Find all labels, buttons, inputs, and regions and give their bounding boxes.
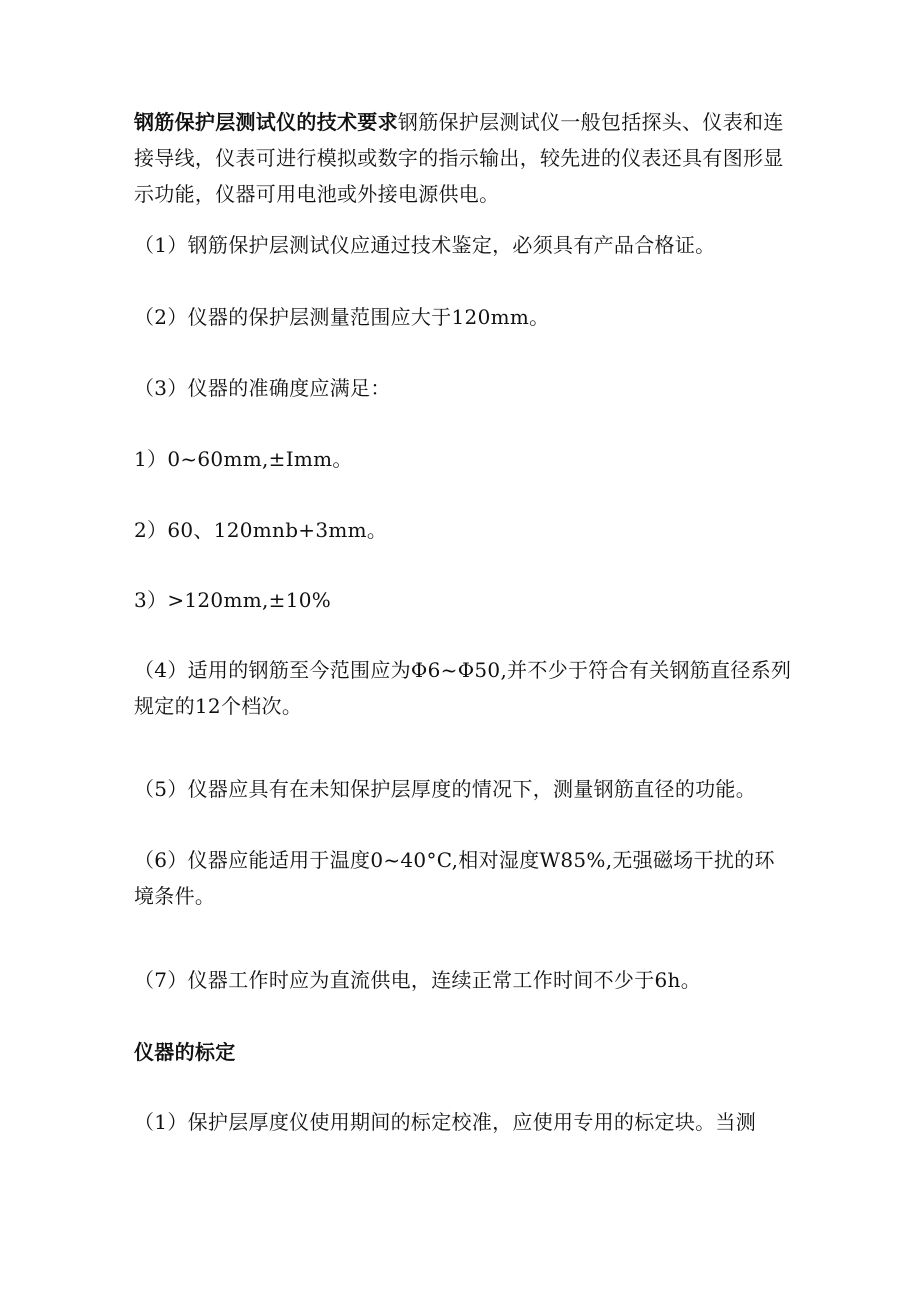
accuracy-subitem-3: 3）>120mm,±10% (134, 588, 332, 612)
requirement-item-1: （1）钢筋保护层测试仪应通过技术鉴定，必须具有产品合格证。 (134, 233, 716, 257)
intro-text: 钢筋保护层测试仪一般包括探头、仪表和连接导线，仪表可进行模拟或数字的指示输出，较先进的仪表还具有图形显示功能，仪器可用电池或外接电源供电。 (134, 110, 784, 206)
requirement-item-5: （5）仪器应具有在未知保护层厚度的情况下，测量钢筋直径的功能。 (134, 777, 757, 801)
requirement-item-3: （3）仪器的准确度应满足： (134, 376, 391, 400)
section-heading-requirements: 钢筋保护层测试仪的技术要求 (134, 110, 398, 134)
requirement-item-6: （6）仪器应能适用于温度0~40°C,相对湿度W85%,无强磁场干扰的环境条件。 (134, 848, 775, 908)
intro-paragraph (134, 104, 794, 212)
requirement-item-7: （7）仪器工作时应为直流供电，连续正常工作时间不少于6h。 (134, 968, 702, 992)
requirement-item-2: （2）仪器的保护层测量范围应大于120mm。 (134, 305, 550, 329)
section-heading-calibration: 仪器的标定 (134, 1040, 236, 1064)
accuracy-subitem-1: 1）0~60mm,±Imm。 (134, 447, 353, 471)
calibration-item-1: （1）保护层厚度仪使用期间的标定校准，应使用专用的标定块。当测 (134, 1110, 757, 1134)
requirement-item-4: （4）适用的钢筋至今范围应为Φ6~Φ50,并不少于符合有关钢筋直径系列规定的12个档次。 (134, 658, 792, 718)
accuracy-subitem-2: 2）60、120mnb+3mm。 (134, 518, 388, 542)
